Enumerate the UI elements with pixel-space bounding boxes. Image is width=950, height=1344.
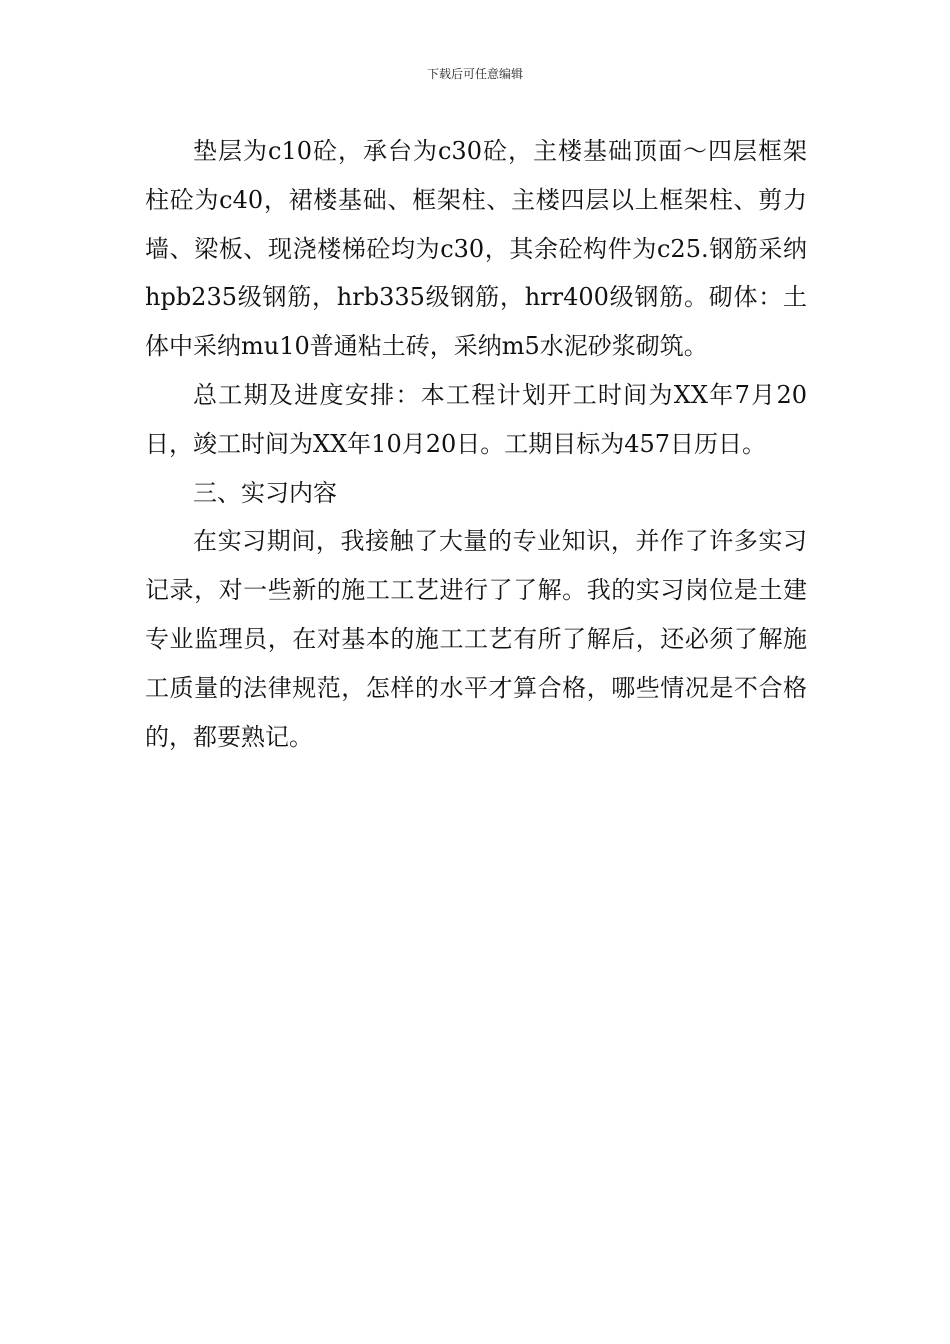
paragraph-schedule: 总工期及进度安排：本工程计划开工时间为XX年7月20日，竣工时间为XX年10月20日。工期目标为457日历日。 [145, 380, 807, 458]
page-header-note: 下载后可任意编辑 [426, 67, 523, 81]
paragraph-materials: 垫层为c10砼，承台为c30砼，主楼基础顶面～四层框架柱砼为c40，裙楼基础、框架柱、主楼四层以上框架柱、剪力墙、梁板、现浇楼梯砼均为c30，其余砼构件为c25.钢筋采纳hpb235级钢筋，hrb335级钢筋，hrr400级钢筋。砌体：土体中采纳mu10普通粘土砖，采纳m5水泥砂浆砌筑。 [145, 137, 807, 361]
section-heading: 三、实习内容 [193, 478, 337, 507]
document-body [145, 127, 807, 761]
paragraph-internship-content: 在实习期间，我接触了大量的专业知识，并作了许多实习记录，对一些新的施工工艺进行了了解。我的实习岗位是土建专业监理员，在对基本的施工工艺有所了解后，还必须了解施工质量的法律规范，怎样的水平才算合格，哪些情况是不合格的，都要熟记。 [145, 527, 807, 751]
